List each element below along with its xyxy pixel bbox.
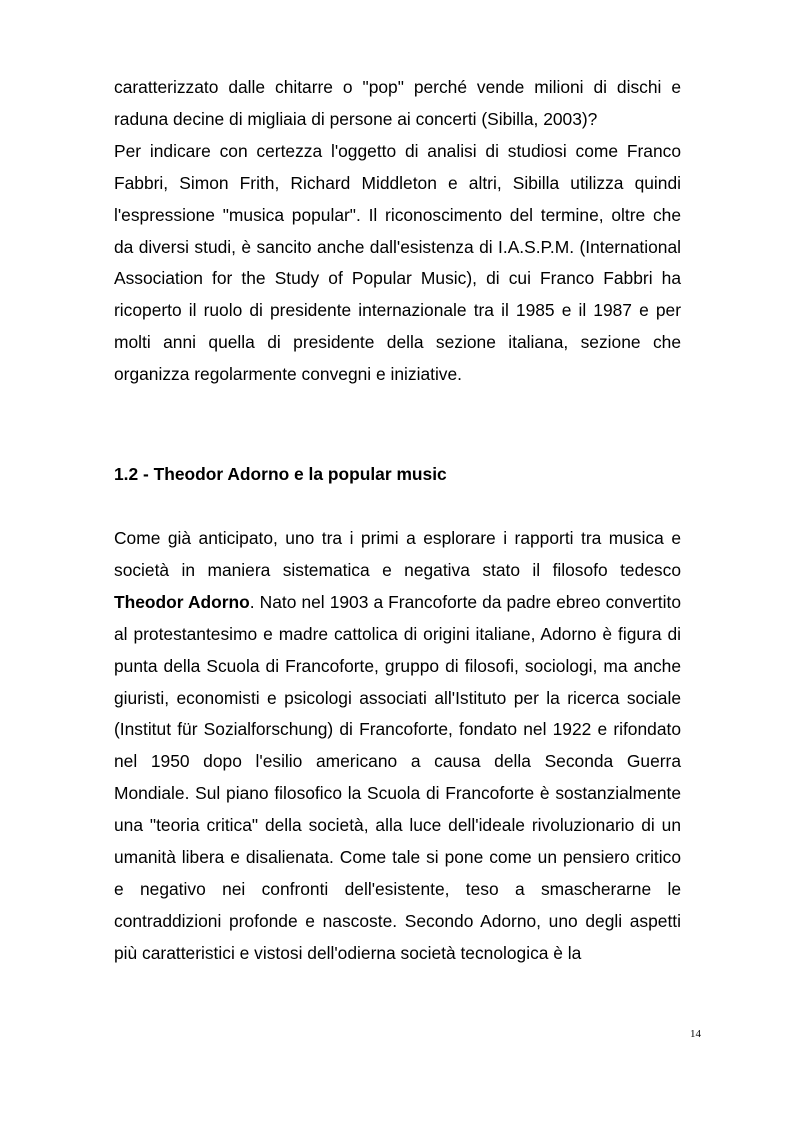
intro-paragraph-2: Per indicare con certezza l'oggetto di analisi di studiosi come Franco Fabbri, Simon Frith, Richard Middleton e altri, Sibilla utilizza quindi l'espressione "musica popular". Il riconoscimento del termine, oltre che da diversi studi, è sancito anche dall'esistenza di I.A.S.P.M. (International Association for the Study of Popular Music), di cui Franco Fabbri ha ricoperto il ruolo di presidente internazionale tra il 1985 e il 1987 e per molti anni quella di presidente della sezione italiana, sezione che organizza regolarmente convegni e iniziative. — [114, 140, 681, 385]
page-number: 14 — [690, 1028, 701, 1040]
intro-text-block — [114, 72, 681, 391]
theodor-adorno-name: Theodor Adorno — [114, 591, 250, 612]
section-paragraph — [114, 523, 681, 970]
section-paragraph-intro: Come già anticipato, uno tra i primi a esplorare i rapporti tra musica e società in maniera sistematica e negativa stato il filosofo tedesco — [114, 528, 681, 580]
section-text-block — [114, 523, 681, 970]
section-heading: 1.2 - Theodor Adorno e la popular music — [114, 464, 447, 484]
section-paragraph-continuation: . Nato nel 1903 a Francoforte da padre ebreo convertito al protestantesimo e madre cattolica di origini italiane, Adorno è figura di punta della Scuola di Francoforte, gruppo di filosofi, sociologi, ma anche giuristi, economisti e psicologi associati all'Istituto per la ricerca sociale (Institut für Sozialforschung) di Francoforte, fondato nel 1922 e rifondato nel 1950 dopo l'esilio americano a causa della Seconda Guerra Mondiale. Sul piano filosofico la Scuola di Francoforte è sostanzialmente una "teoria critica" della società, alla luce dell'ideale rivoluzionario di un umanità libera e disalienata. Come tale si pone come un pensiero critico e negativo nei confronti dell'esistente, teso a smascherarne le contraddizioni profonde e nascoste. Secondo Adorno, uno degli aspetti più caratteristici e vistosi dell'odierna società tecnologica è la — [114, 591, 681, 963]
intro-paragraph-1: caratterizzato dalle chitarre o "pop" perché vende milioni di dischi e raduna decine di migliaia di persone ai concerti (Sibilla, 2003)? — [114, 77, 681, 129]
